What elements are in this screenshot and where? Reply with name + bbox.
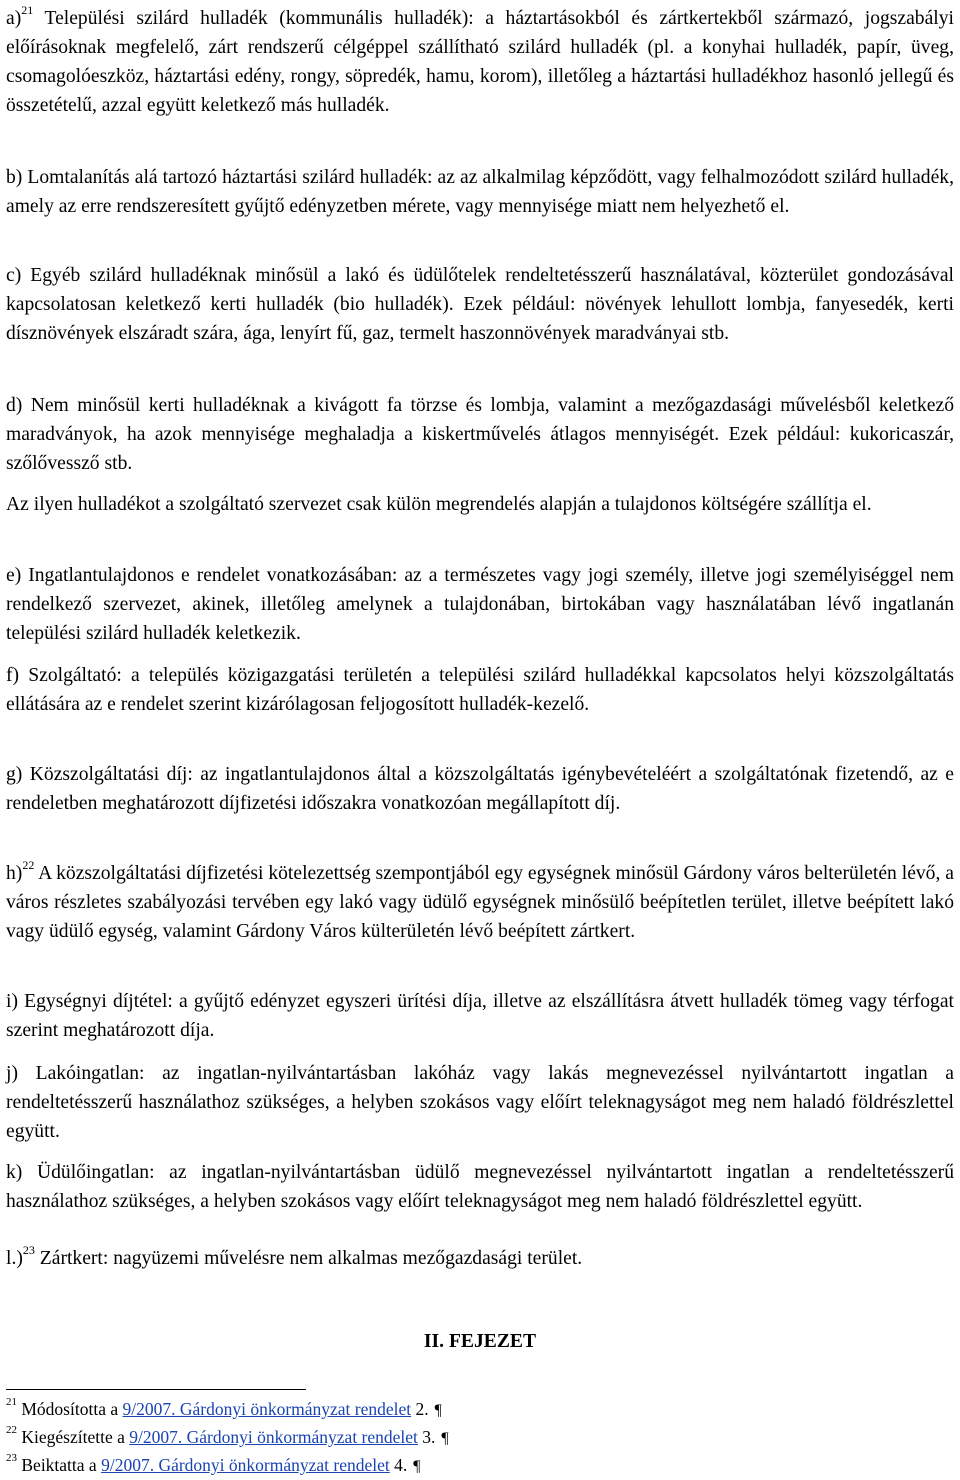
paragraph-note-text: Az ilyen hulladékot a szolgáltató szervezet csak külön megrendelés alapján a tulajdonos költségére szállítja el. bbox=[6, 494, 872, 515]
chapter-title: II. FEJEZET bbox=[423, 1331, 537, 1352]
footnote-link[interactable]: 9/2007. Gárdonyi önkormányzat rendelet bbox=[101, 1455, 390, 1475]
footnote-suffix: 3. bbox=[417, 1427, 436, 1447]
footnote-ref-22[interactable]: 22 bbox=[22, 858, 35, 873]
paragraph-j bbox=[6, 1059, 954, 1146]
footnote-text: Kiegészítette a bbox=[17, 1427, 130, 1447]
paragraph-a-prefix: a) bbox=[6, 8, 22, 29]
paragraph-d bbox=[6, 391, 954, 478]
footnote-number: 23 bbox=[6, 1452, 17, 1465]
paragraph-b-text: b) Lomtalanítás alá tartozó háztartási szilárd hulladék: az az alkalmilag képződött, vagy felhalmozódott szilárd hulladék, amely az erre rendszeresített gyűjtő edényzetben mérete, vagy mennyisége miatt nem helyezhető el. bbox=[6, 167, 954, 217]
paragraph-f-text: f) Szolgáltató: a település közigazgatási területén a települési szilárd hulladékkal kapcsolatos helyi közszolgáltatás ellátására az e rendelet szerint kizárólagosan feljogosított hulladék-kezelő. bbox=[6, 665, 954, 715]
section-mark-icon[interactable]: ¶ bbox=[441, 1430, 449, 1447]
paragraph-l-prefix: l.) bbox=[6, 1248, 23, 1269]
paragraph-i-text: i) Egységnyi díjtétel: a gyűjtő edényzet egyszeri ürítési díja, illetve az elszállításra átvett hulladék tömeg vagy térfogat szerint meghatározott díja. bbox=[6, 991, 954, 1041]
section-mark-icon[interactable]: ¶ bbox=[434, 1402, 442, 1419]
footnote-23 bbox=[6, 1452, 946, 1480]
footnote-suffix: 4. bbox=[389, 1455, 408, 1475]
paragraph-i bbox=[6, 987, 954, 1045]
footnote-ref-23[interactable]: 23 bbox=[22, 1243, 35, 1258]
section-mark-icon[interactable]: ¶ bbox=[413, 1458, 421, 1475]
footnotes bbox=[6, 1396, 946, 1480]
paragraph-d-text: d) Nem minősül kerti hulladéknak a kivágott fa törzse és lombja, valamint a mezőgazdasági művelésből keletkező maradványok, ha azok mennyisége meghaladja a kiskertművelés átlagos mennyiségét. Ezek például: kukoricaszár, szőlővessző stb. bbox=[6, 395, 954, 474]
paragraph-h-prefix: h) bbox=[6, 863, 23, 884]
paragraph-l bbox=[6, 1244, 954, 1273]
footnote-number: 21 bbox=[6, 1396, 17, 1409]
paragraph-e-text: e) Ingatlantulajdonos e rendelet vonatkozásában: az a természetes vagy jogi személy, illetve jogi személyiséggel nem rendelkező szervezet, akinek, illetőleg amelynek a tulajdonában, birtokában vagy használatában lévő ingatlanán települési szilárd hulladék keletkezik. bbox=[6, 565, 954, 644]
paragraph-e bbox=[6, 561, 954, 648]
paragraph-k-text: k) Üdülőingatlan: az ingatlan-nyilvántartásban üdülő megnevezéssel nyilvántartott ingatlan a rendeltetésszerű használathoz szükséges, a helyben szokásos vagy előírt teleknagyságot meg nem haladó földrészlettel együtt. bbox=[6, 1162, 954, 1212]
footnote-link[interactable]: 9/2007. Gárdonyi önkormányzat rendelet bbox=[129, 1427, 418, 1447]
footnote-text: Módosította a bbox=[17, 1399, 123, 1419]
paragraph-c-text: c) Egyéb szilárd hulladéknak minősül a lakó és üdülőtelek rendeltetésszerű használatával, közterület gondozásával kapcsolatosan keletkező kerti hulladék (bio hulladék). Ezek például: növények lehullott lombja, fanyesedék, kerti dísznövények elszáradt szára, ága, lenyírt fű, gaz, termelt haszonnövények maradványai stb. bbox=[6, 265, 954, 344]
paragraph-h-text: A közszolgáltatási díjfizetési kötelezettség szempontjából egy egységnek minősül Gárdony város belterületén lévő, a város részletes szabályozási tervében egy lakó vagy üdülő egységnek minősülő beépítetlen terület, illetve beépített lakó vagy üdülő egység, valamint Gárdony Város külterületén lévő beépített zártkert. bbox=[6, 863, 954, 942]
paragraph-k bbox=[6, 1158, 954, 1216]
paragraph-c bbox=[6, 261, 954, 348]
paragraph-j-text: j) Lakóingatlan: az ingatlan-nyilvántartásban lakóház vagy lakás megnevezéssel nyilvántartott ingatlan a rendeltetésszerű használathoz szükséges, a helyben szokásos vagy előírt teleknagyságot meg nem haladó földrészlettel együtt. bbox=[6, 1063, 954, 1142]
footnote-link[interactable]: 9/2007. Gárdonyi önkormányzat rendelet bbox=[122, 1399, 412, 1419]
footnote-number: 22 bbox=[6, 1424, 17, 1437]
paragraph-a bbox=[6, 4, 954, 120]
footnote-ref-21[interactable]: 21 bbox=[21, 3, 34, 18]
paragraph-b bbox=[6, 163, 954, 221]
footnote-21 bbox=[6, 1396, 946, 1424]
footnote-separator bbox=[6, 1389, 306, 1390]
footnote-suffix: 2. bbox=[411, 1399, 429, 1419]
paragraph-h bbox=[6, 859, 954, 946]
paragraph-f bbox=[6, 661, 954, 719]
paragraph-a-text: Települési szilárd hulladék (kommunális hulladék): a háztartásokból és zártkertekből származó, jogszabályi előírásoknak megfelelő, zárt rendszerű célgéppel szállítható szilárd hulladék (pl. a konyhai hulladék, papír, üveg, csomagolóeszköz, háztartási edény, rongy, söpredék, hamu, korom), illetőleg a háztartási hulladékhoz hasonló jellegű és összetételű, azzal együtt keletkező más hulladék. bbox=[6, 8, 954, 116]
paragraph-g-text: g) Közszolgáltatási díj: az ingatlantulajdonos által a közszolgáltatás igénybevételéért a szolgáltatónak fizetendő, az e rendeletben meghatározott díjfizetési időszakra vonatkozóan megállapított díj. bbox=[6, 764, 954, 814]
paragraph-g bbox=[6, 760, 954, 818]
paragraph-note bbox=[6, 490, 954, 519]
paragraph-l-text: Zártkert: nagyüzemi művelésre nem alkalmas mezőgazdasági terület. bbox=[34, 1248, 583, 1269]
footnote-22 bbox=[6, 1424, 946, 1452]
footnote-text: Beiktatta a bbox=[17, 1455, 102, 1475]
